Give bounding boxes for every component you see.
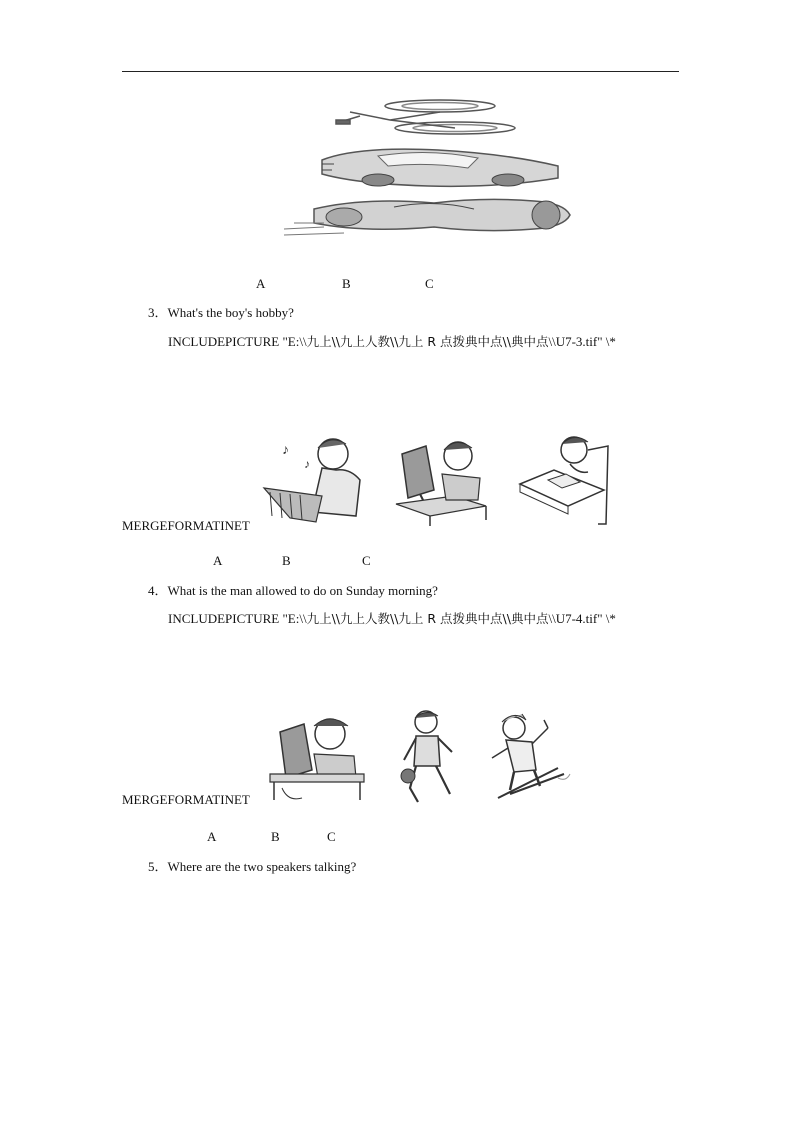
q3-merge-field: MERGEFORMATINET — [122, 518, 250, 533]
q3-include-path: 九上\\九上人教\\九上 R 点拨典中点\\典中点 — [306, 334, 549, 349]
q4-merge-field: MERGEFORMATINET — [122, 792, 250, 807]
svg-text:♪: ♪ — [304, 457, 310, 471]
q2-option-c: C — [425, 276, 434, 291]
q3-include-suffix: \\U7-3.tif" \* — [548, 334, 616, 349]
q4-question: 4．What is the man allowed to do on Sunday morning? — [148, 583, 438, 598]
basketball-player-icon — [398, 708, 460, 806]
q2-option-b: B — [342, 276, 351, 291]
q4-include-prefix: INCLUDEPICTURE "E:\\ — [168, 611, 307, 626]
q3-include-field — [168, 334, 616, 350]
q4-include-suffix: \\U7-4.tif" \* — [548, 611, 616, 626]
header-rule — [122, 71, 679, 72]
motorcycle-icon — [284, 193, 574, 243]
skier-icon — [488, 708, 572, 802]
computer-using-icon — [268, 712, 366, 804]
q3-option-b: B — [282, 553, 291, 568]
q5-question: 5．Where are the two speakers talking? — [148, 859, 357, 874]
bicycle-icon — [330, 98, 560, 140]
q4-option-c: C — [327, 829, 336, 844]
svg-text:♪: ♪ — [282, 443, 289, 458]
q3-option-c: C — [362, 553, 371, 568]
q2-option-a: A — [256, 276, 266, 291]
reading-icon — [518, 430, 616, 526]
car-icon — [318, 144, 568, 190]
q4-include-field — [168, 611, 616, 627]
q4-option-b: B — [271, 829, 280, 844]
q4-include-path: 九上\\九上人教\\九上 R 点拨典中点\\典中点 — [306, 611, 549, 626]
piano-playing-icon — [260, 432, 365, 527]
q3-question: 3．What's the boy's hobby? — [148, 305, 294, 320]
computer-using-icon — [394, 434, 494, 526]
q3-include-prefix: INCLUDEPICTURE "E:\\ — [168, 334, 307, 349]
q4-option-a: A — [207, 829, 217, 844]
q3-option-a: A — [213, 553, 223, 568]
